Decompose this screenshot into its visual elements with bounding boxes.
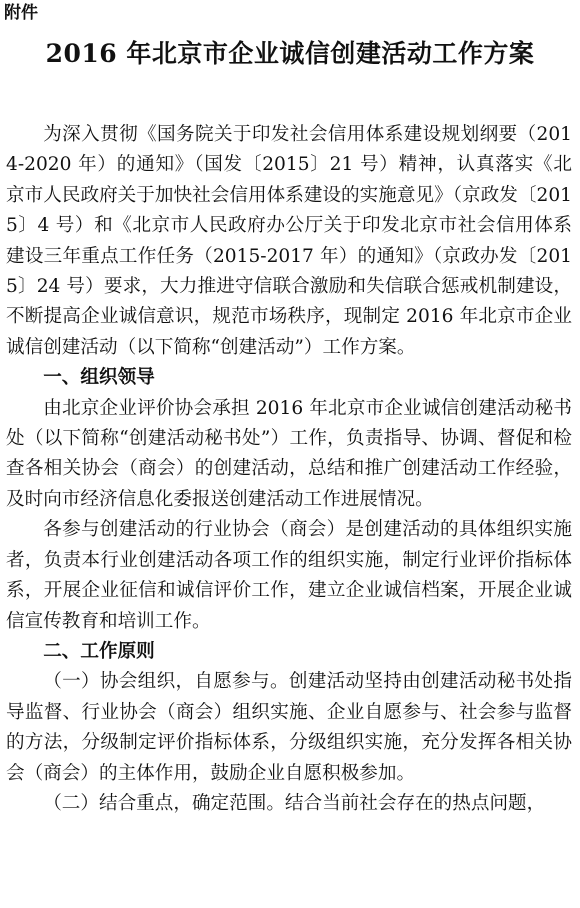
intro-paragraph: 为深入贯彻《国务院关于印发社会信用体系建设规划纲要（2014-2020 年）的通知》（国发〔2015〕21 号）精神，认真落实《北京市人民政府关于加快社会信用体系建设的实施意见》（京政发〔2015〕4 号）和《北京市人民政府办公厅关于印发北京市社会信用体系建设三年重点工作任务（2015-2017 年）的通知》（京政办发〔2015〕24 号）要求，大力推进守信联合激励和失信联合惩戒机制建设，不断提高企业诚信意识，规范市场秩序，现制定 2016 年北京市企业诚信创建活动（以下简称“创建活动”）工作方案。 xyxy=(6,124,572,358)
section-heading-organization: 一、组织领导 xyxy=(43,367,155,389)
attachment-label: 附件 xyxy=(4,3,38,23)
paragraph-principle-2: （二）结合重点，确定范围。结合当前社会存在的热点问题， xyxy=(43,792,546,814)
section-heading-principles: 二、工作原则 xyxy=(43,640,155,662)
paragraph-principle-1: （一）协会组织，自愿参与。创建活动坚持由创建活动秘书处指导监督、行业协会（商会）组织实施、企业自愿参与、社会参与监督的方法，分级制定评价指标体系，分级组织实施，充分发挥各相关协会（商会）的主体作用，鼓励企业自愿积极参加。 xyxy=(6,671,572,784)
document-title: 2016 年北京市企业诚信创建活动工作方案 xyxy=(45,39,535,68)
paragraph-associations: 各参与创建活动的行业协会（商会）是创建活动的具体组织实施者，负责本行业创建活动各项工作的组织实施，制定行业评价指标体系，开展企业征信和诚信评价工作，建立企业诚信档案，开展企业诚信宣传教育和培训工作。 xyxy=(6,519,572,632)
paragraph-secretariat: 由北京企业评价协会承担 2016 年北京市企业诚信创建活动秘书处（以下简称“创建活动秘书处”）工作，负责指导、协调、督促和检查各相关协会（商会）的创建活动，总结和推广创建活动工作经验，及时向市经济信息化委报送创建活动工作进展情况。 xyxy=(6,397,572,510)
document-body xyxy=(6,120,572,819)
